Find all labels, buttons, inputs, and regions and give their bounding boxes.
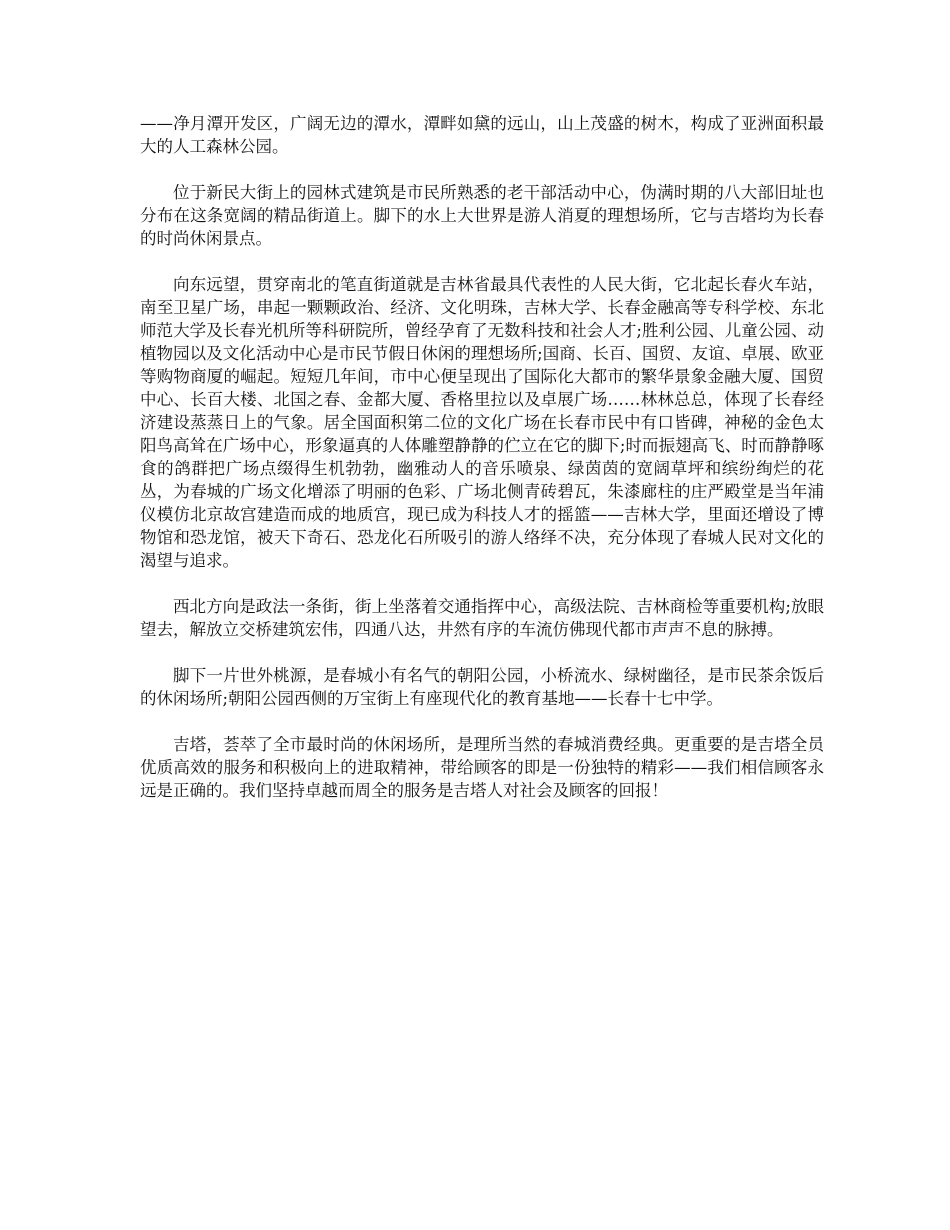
paragraph-1: ——净月潭开发区，广阔无边的潭水，潭畔如黛的远山，山上茂盛的树木，构成了亚洲面积最大的人工森林公园。	[140, 114, 824, 156]
paragraph-4: 西北方向是政法一条街，街上坐落着交通指挥中心，高级法院、吉林商检等重要机构;放眼望去，解放立交桥建筑宏伟，四通八达，井然有序的车流仿佛现代都市声声不息的脉搏。	[140, 597, 824, 639]
paragraph-6: 吉塔，荟萃了全市最时尚的休闲场所，是理所当然的春城消费经典。更重要的是吉塔全员优质高效的服务和积极向上的进取精神，带给顾客的即是一份独特的精彩——我们相信顾客永远是正确的。我们坚持卓越而周全的服务是吉塔人对社会及顾客的回报！	[140, 735, 824, 800]
paragraph-5: 脚下一片世外桃源，是春城小有名气的朝阳公园，小桥流水、绿树幽径，是市民茶余饭后的休闲场所;朝阳公园西侧的万宝街上有座现代化的教育基地——长春十七中学。	[140, 666, 824, 708]
paragraph-3: 向东远望，贯穿南北的笔直街道就是吉林省最具代表性的人民大街，它北起长春火车站，南至卫星广场，串起一颗颗政治、经济、文化明珠，吉林大学、长春金融高等专科学校、东北师范大学及长春光机所等科研院所，曾经孕育了无数科技和社会人才;胜利公园、儿童公园、动植物园以及文化活动中心是市民节假日休闲的理想场所;国商、长百、国贸、友谊、卓展、欧亚等购物商厦的崛起。短短几年间，市中心便呈现出了国际化大都市的繁华景象金融大厦、国贸中心、长百大楼、北国之春、金都大厦、香格里拉以及卓展广场……林林总总，体现了长春经济建设蒸蒸日上的气象。居全国面积第二位的文化广场在长春市民中有口皆碑，神秘的金色太阳鸟高耸在广场中心，形象逼真的人体雕塑静静的伫立在它的脚下;时而振翅高飞、时而静静啄食的鸽群把广场点缀得生机勃勃，幽雅动人的音乐喷泉、绿茵茵的宽阔草坪和缤纷绚烂的花丛，为春城的广场文化增添了明丽的色彩、广场北侧青砖碧瓦，朱漆廊柱的庄严殿堂是当年浦仪模仿北京故宫建造而成的地质宫，现已成为科技人才的摇篮——吉林大学，里面还增设了博物馆和恐龙馆，被天下奇石、恐龙化石所吸引的游人络绎不决，充分体现了春城人民对文化的渴望与追求。	[140, 275, 824, 570]
paragraph-2: 位于新民大街上的园林式建筑是市民所熟悉的老干部活动中心，伪满时期的八大部旧址也分布在这条宽阔的精品街道上。脚下的水上大世界是游人消夏的理想场所，它与吉塔均为长春的时尚休闲景点。	[140, 183, 824, 248]
document-body	[140, 112, 824, 825]
